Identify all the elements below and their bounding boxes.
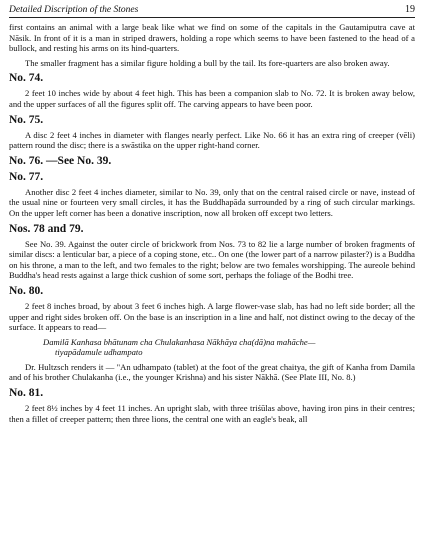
paragraph: Another disc 2 feet 4 inches diameter, similar to No. 39, only that on the central raised circle or nave, instead of the usual nine or fourteen very small circles, it has the Buddhapāda surrounded by a ring of such circular markings. On the upper left corner has been a donative inscription, now all broken off except two letters. — [9, 186, 415, 218]
page-body — [9, 22, 415, 424]
entry-heading: No. 77. — [9, 170, 44, 183]
inscription-line: Damilā Kanhasa bhātunam cha Chulakanhasa Nākhāya cha(dā)na mahāche— — [43, 336, 316, 347]
paragraph: 2 feet 10 inches wide by about 4 feet high. This has been a companion slab to No. 72. It is broken away below, and the upper surfaces of all the figures split off. The carving appears to have been poor. — [9, 88, 415, 109]
paragraph: See No. 39. Against the outer circle of brickwork from Nos. 73 to 82 lie a large number of broken fragments of similar discs: a lenticular bar, a piece of a coping stone, etc.. On one (the lower part of a narrow pilaster?) is a Buddha on his throne, a man to the left, and two females to the right; below are two females worshipping. The aureole behind Buddha's head rests against a large thick cushion of some sort, perhaps the foliage of the Bodhi tree. — [9, 238, 415, 281]
inscription-line: tiyapādamule udhampato — [55, 347, 143, 358]
running-header — [9, 4, 415, 18]
entry-heading: No. 80. — [9, 284, 44, 297]
paragraph: 2 feet 8½ inches by 4 feet 11 inches. An upright slab, with three triśūlas above, having iron pins in their centres; then a fillet of creeper pattern; then three lions, the central one with an eagle's beak, all — [9, 403, 415, 424]
paragraph: 2 feet 8 inches broad, by about 3 feet 6 inches high. A large flower-vase slab, has had no left side border; all the upper and right sides broken off. On the base is an inscription in a line and half, not distinct owing to the decay of the surface. It appears to read— — [9, 300, 415, 333]
entry-heading: No. 75. — [9, 113, 44, 126]
paragraph: first contains an animal with a large beak like what we find on some of the capitals in the Gautamiputra cave at Nāsik. In front of it is a man in striped drawers, holding a rope which seems to have been fastened to the head of a bullock, and resting his arms on its hind-quarters. — [9, 22, 415, 54]
paragraph: A disc 2 feet 4 inches in diameter with flanges nearly perfect. Like No. 66 it has an extra ring of creeper (vēli) pattern round the disc; there is a swāstika on the upper right-hand corner. — [9, 129, 415, 151]
entry-heading: No. 74. — [9, 72, 44, 85]
running-title: Detailed Discription of the Stones — [9, 5, 139, 15]
page-number: 19 — [405, 4, 415, 15]
entry-heading: No. 81. — [9, 387, 44, 400]
inscription-quote — [43, 337, 415, 358]
paragraph: The smaller fragment has a similar figure holding a bull by the tail. Its fore-quarters are also broken away. — [25, 57, 390, 68]
entry-heading: Nos. 78 and 79. — [9, 222, 84, 235]
paragraph: Dr. Hultzsch renders it — "An udhampato (tablet) at the foot of the great chaitya, the gift of Kanha from Damila and of his brother Chulakanha (i.e., the younger Krishna) and his sister Nākhā. (See Plate III, No. 8.) — [9, 361, 415, 383]
entry-heading: No. 76. —See No. 39. — [9, 154, 112, 167]
